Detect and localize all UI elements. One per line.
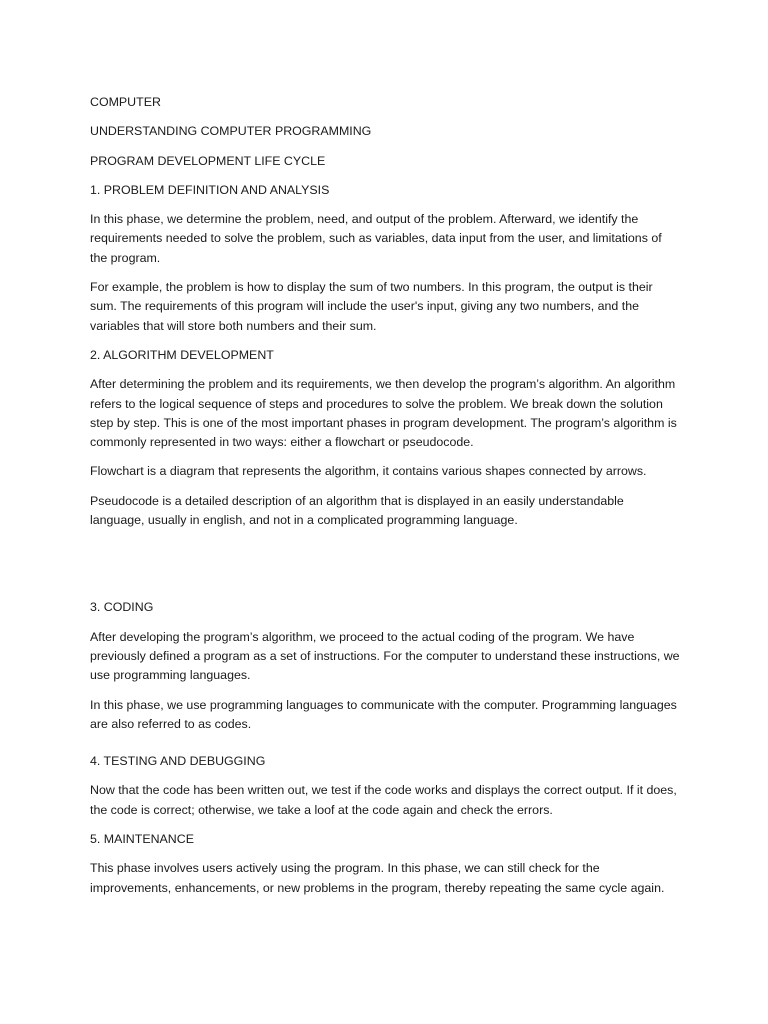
paragraph: After developing the program’s algorithm, we proceed to the actual coding of the program. We have previously defined a program as a set of instructions. For the computer to understand these instructions, we use programming languages. bbox=[90, 629, 680, 683]
section-heading: 2. ALGORITHM DEVELOPMENT bbox=[90, 347, 274, 362]
document-title: COMPUTER bbox=[90, 95, 161, 109]
paragraph: In this phase, we use programming languages to communicate with the computer. Programming languages are also referred to as codes. bbox=[90, 697, 677, 731]
section-heading: 5. MAINTENANCE bbox=[90, 832, 194, 847]
blank-space bbox=[90, 540, 680, 598]
paragraph: After determining the problem and its requirements, we then develop the program’s algorithm. An algorithm refers to the logical sequence of steps and procedures to solve the problem. We break down the solution step by step. This is one of the most important phases in program development. The program’s algorithm is commonly represented in two ways: either a flowchart or pseudocode. bbox=[90, 377, 677, 450]
section-title: PROGRAM DEVELOPMENT LIFE CYCLE bbox=[90, 153, 326, 168]
section-heading: 3. CODING bbox=[90, 600, 154, 615]
paragraph: In this phase, we determine the problem, need, and output of the problem. Afterward, we identify the requirements needed to solve the problem, such as variables, data input from the user, and limitations of the program. bbox=[90, 212, 662, 265]
paragraph: This phase involves users actively using the program. In this phase, we can still check for the improvements, enhancements, or new problems in the program, thereby repeating the same cycle again. bbox=[90, 861, 665, 895]
paragraph: Now that the code has been written out, we test if the code works and displays the correct output. If it does, the code is correct; otherwise, we take a loof at the code again and check the errors. bbox=[90, 783, 677, 817]
section-heading: 1. PROBLEM DEFINITION AND ANALYSIS bbox=[90, 182, 330, 197]
paragraph: For example, the problem is how to display the sum of two numbers. In this program, the output is their sum. The requirements of this program will include the user's input, giving any two numbers, and the variables that will store both numbers and their sum. bbox=[90, 280, 653, 333]
document-subtitle: UNDERSTANDING COMPUTER PROGRAMMING bbox=[90, 124, 372, 139]
section-heading: 4. TESTING AND DEBUGGING bbox=[90, 754, 266, 769]
paragraph: Pseudocode is a detailed description of an algorithm that is displayed in an easily understandable language, usually in english, and not in a complicated programming language. bbox=[90, 493, 624, 528]
document-page bbox=[90, 93, 680, 908]
blank-space bbox=[90, 744, 680, 752]
paragraph: Flowchart is a diagram that represents the algorithm, it contains various shapes connected by arrows. bbox=[90, 464, 647, 479]
